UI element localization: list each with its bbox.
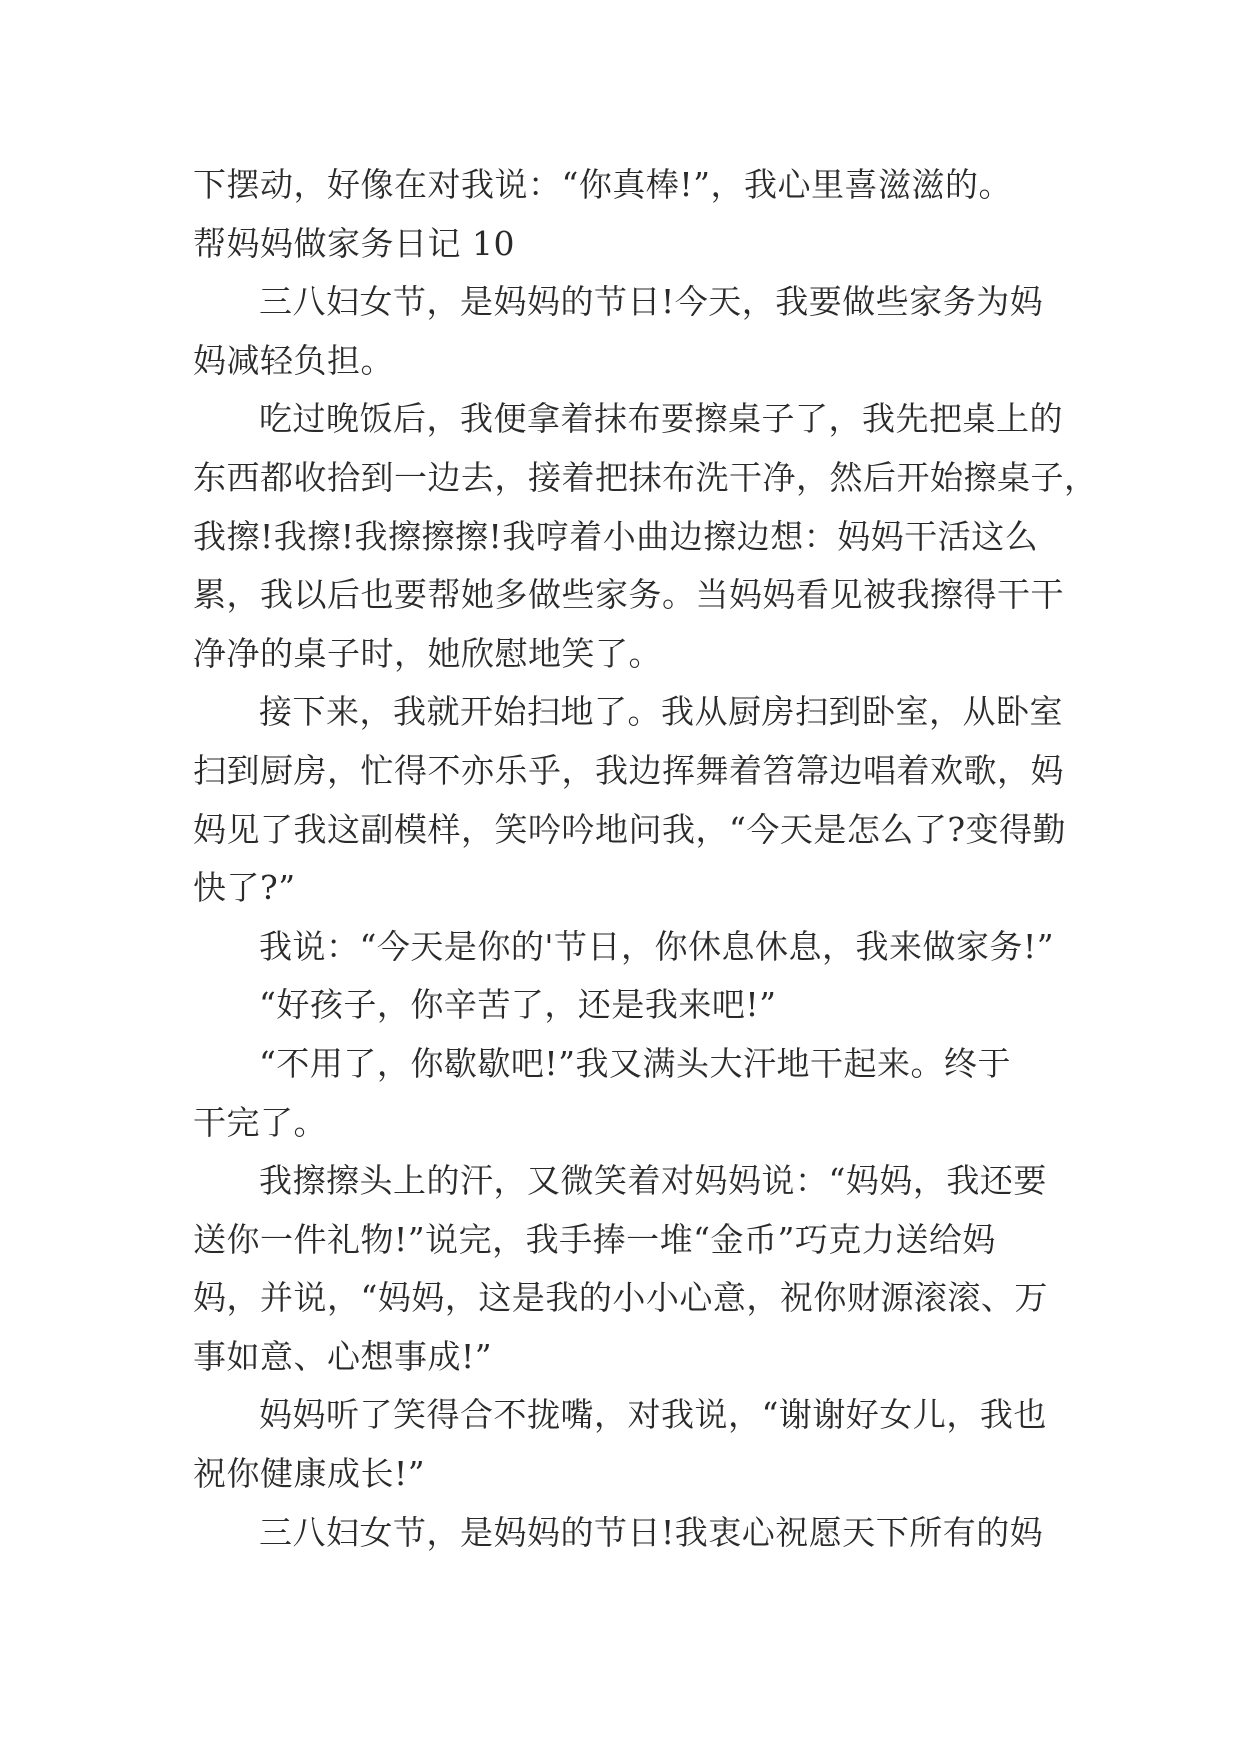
paragraph-line: “好孩子，你辛苦了，还是我来吧!” — [259, 985, 777, 1025]
text-line: 妈减轻负担。 — [193, 340, 394, 380]
text-line: 干完了。 — [193, 1102, 327, 1142]
paragraph-line: 妈妈听了笑得合不拢嘴，对我说，“谢谢好女儿，我也 — [259, 1395, 1047, 1435]
text-line: 我擦!我擦!我擦擦擦!我哼着小曲边擦边想：妈妈干活这么 — [193, 516, 1039, 556]
section-heading: 帮妈妈做家务日记 10 — [193, 223, 515, 263]
paragraph-line: 三八妇女节，是妈妈的节日!今天，我要做些家务为妈 — [259, 282, 1044, 322]
text-line: 下摆动，好像在对我说：“你真棒!”，我心里喜滋滋的。 — [193, 165, 1013, 204]
text-line: 快了?” — [193, 868, 296, 908]
text-line: 送你一件礼物!”说完，我手捧一堆“金币”巧克力送给妈 — [193, 1219, 996, 1259]
paragraph-line: 三八妇女节，是妈妈的节日!我衷心祝愿天下所有的妈 — [259, 1512, 1044, 1552]
text-line: 扫到厨房，忙得不亦乐乎，我边挥舞着笤箒边唱着欢歌，妈 — [193, 750, 1064, 790]
paragraph-line: 接下来，我就开始扫地了。我从厨房扫到卧室，从卧室 — [259, 692, 1063, 732]
paragraph-line: 我擦擦头上的汗，又微笑着对妈妈说：“妈妈，我还要 — [259, 1161, 1047, 1201]
text-line: 东西都收拾到一边去，接着把抹布洗干净，然后开始擦桌子， — [193, 457, 1098, 497]
text-line: 妈，并说，“妈妈，这是我的小小心意，祝你财源滚滚、万 — [193, 1278, 1048, 1318]
text-line: 净净的桌子时，她欣慰地笑了。 — [193, 633, 662, 673]
text-line: 事如意、心想事成!” — [193, 1336, 493, 1376]
text-line: 妈见了我这副模样，笑吟吟地问我，“今天是怎么了?变得勤 — [193, 809, 1067, 849]
paragraph-line: “不用了，你歇歇吧!”我又满头大汗地干起来。终于 — [259, 1043, 1012, 1083]
paragraph-line: 吃过晚饭后，我便拿着抹布要擦桌子了，我先把桌上的 — [259, 399, 1063, 439]
paragraph-line: 我说：“今天是你的'节日，你休息休息，我来做家务!” — [259, 926, 1055, 966]
text-line: 祝你健康成长!” — [193, 1454, 426, 1494]
document-body — [193, 156, 1098, 1562]
text-line: 累，我以后也要帮她多做些家务。当妈妈看见被我擦得干干 — [193, 575, 1064, 615]
